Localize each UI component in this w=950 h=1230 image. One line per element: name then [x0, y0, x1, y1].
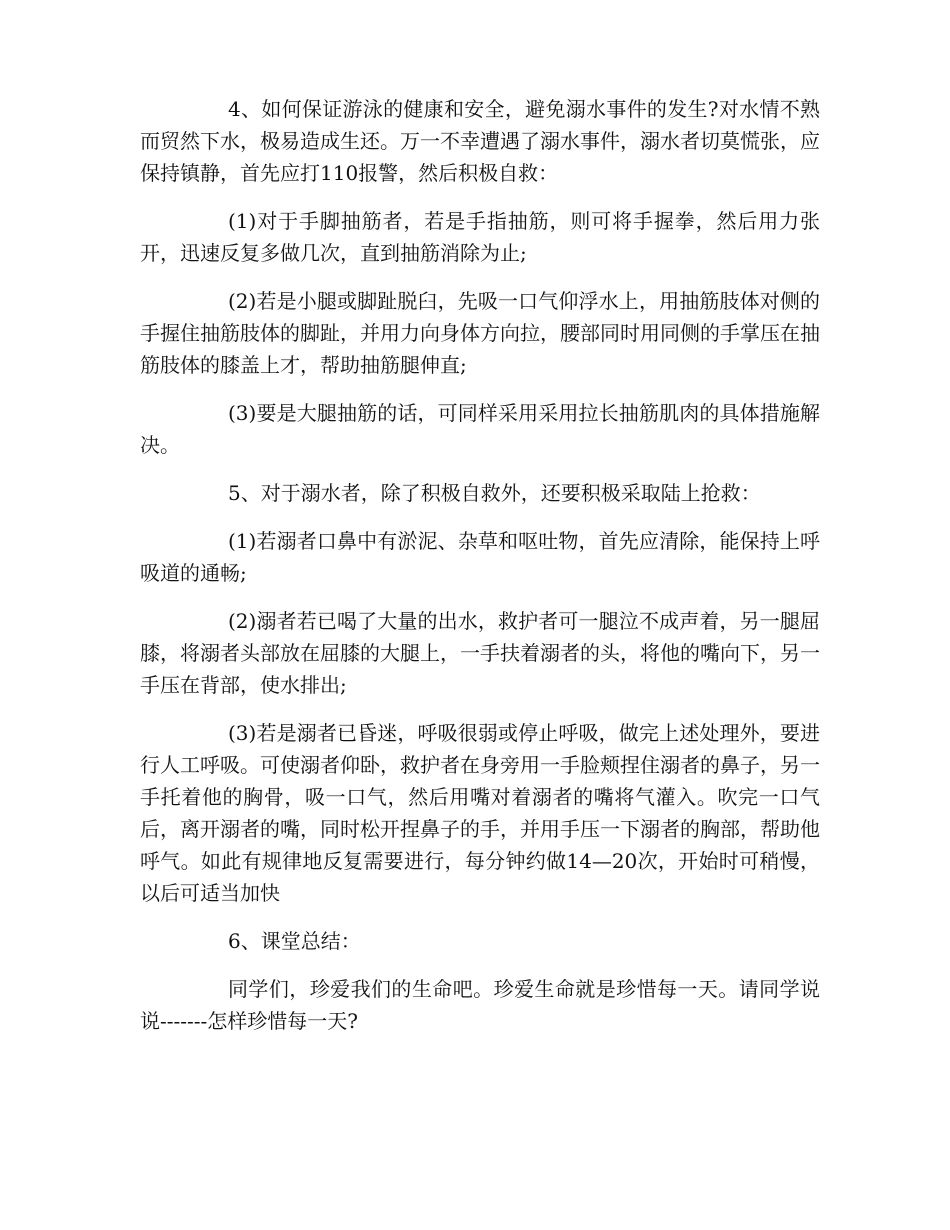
- paragraph-4-item-1: (1)对于手脚抽筋者，若是手指抽筋，则可将手握拳，然后用力张开，迅速反复多做几次，直到抽筋消除为止;: [140, 209, 820, 265]
- paragraph-4-item-3: (3)要是大腿抽筋的话，可同样采用采用拉长抽筋肌肉的具体措施解决。: [140, 401, 820, 457]
- paragraph-5-item-3: (3)若是溺者已昏迷，呼吸很弱或停止呼吸，做完上述处理外，要进行人工呼吸。可使溺者仰卧，救护者在身旁用一手脸颊捏住溺者的鼻子，另一手托着他的胸骨，吸一口气，然后用嘴对着溺者的嘴将气灌入。吹完一口气后，离开溺者的嘴，同时松开捏鼻子的手，并用手压一下溺者的胸部，帮助他呼气。如此有规律地反复需要进行，每分钟约做14—20次，开始时可稍慢，以后可适当加快: [140, 721, 820, 905]
- paragraph-5-item-1: (1)若溺者口鼻中有淤泥、杂草和呕吐物，首先应清除，能保持上呼吸道的通畅;: [140, 529, 820, 585]
- paragraph-4-item-2: (2)若是小腿或脚趾脱臼，先吸一口气仰浮水上，用抽筋肢体对侧的手握住抽筋肢体的脚趾，并用力向身体方向拉，腰部同时用同侧的手掌压在抽筋肢体的膝盖上才，帮助抽筋腿伸直;: [140, 289, 820, 377]
- paragraph-section-5-intro: 5、对于溺水者，除了积极自救外，还要积极采取陆上抢救：: [228, 481, 761, 505]
- paragraph-5-item-2: (2)溺者若已喝了大量的出水，救护者可一腿泣不成声着，另一腿屈膝，将溺者头部放在屈膝的大腿上，一手扶着溺者的头，将他的嘴向下，另一手压在背部，使水排出;: [140, 609, 820, 697]
- paragraph-conclusion: 同学们，珍爱我们的生命吧。珍爱生命就是珍惜每一天。请同学说说-------怎样珍惜每一天?: [140, 977, 820, 1033]
- paragraph-section-6-heading: 6、课堂总结：: [228, 929, 361, 953]
- document-body: [140, 93, 820, 1037]
- paragraph-section-4-intro: 4、如何保证游泳的健康和安全，避免溺水事件的发生?对水情不熟而贸然下水，极易造成生还。万一不幸遭遇了溺水事件，溺水者切莫慌张，应保持镇静，首先应打110报警，然后积极自救：: [140, 97, 820, 185]
